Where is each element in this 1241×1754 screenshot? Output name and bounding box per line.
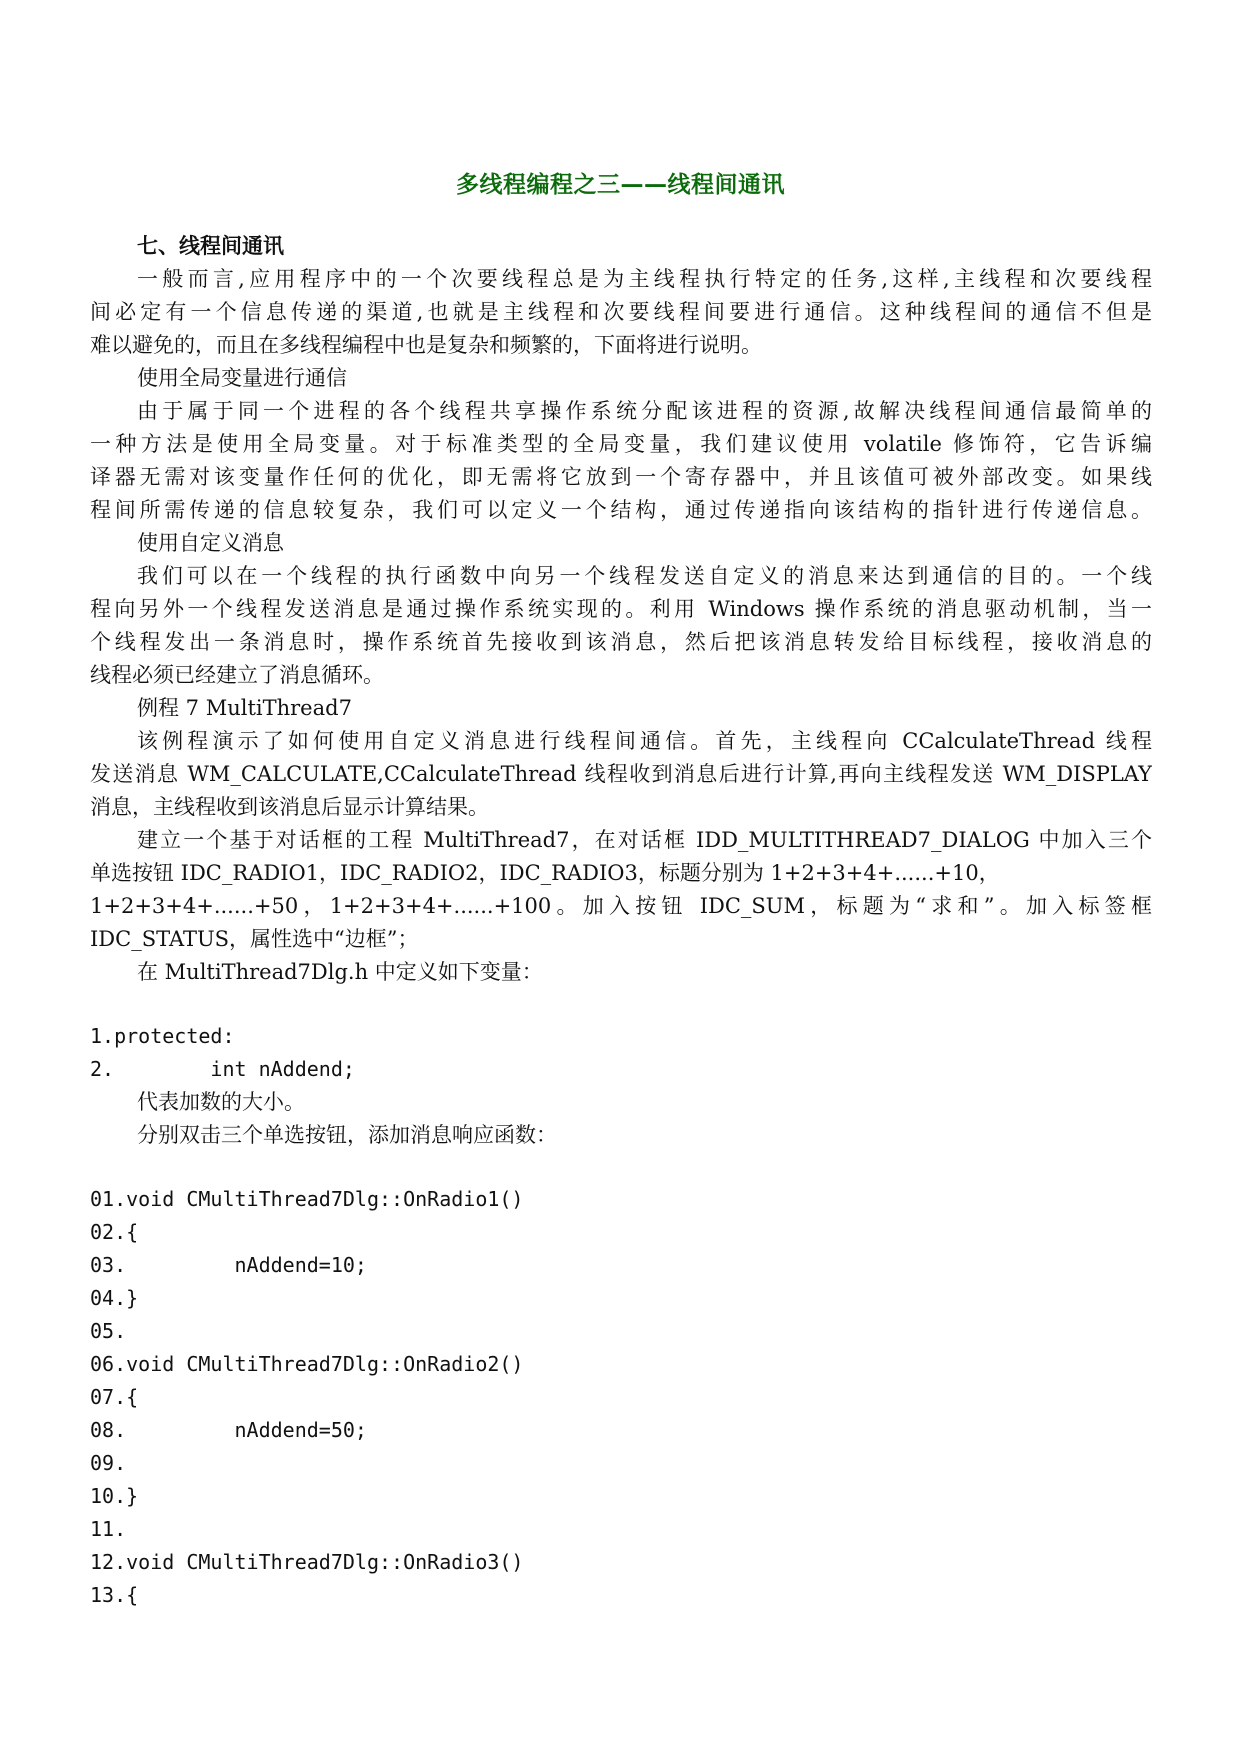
paragraph-project-setup [90,824,1152,956]
text-line: 译器无需对该变量作任何的优化，即无需将它放到一个寄存器中，并且该值可被外部改变。如果线 [90,465,1152,489]
text-line: 由于属于同一个进程的各个线程共享操作系统分配该进程的资源,故解决线程间通信最简单的 [137,399,1152,423]
code-line: 06.void CMultiThread7Dlg::OnRadio2() [90,1352,524,1376]
code-line: 03. nAddend=10; [90,1253,367,1277]
code-line: 05. [90,1319,127,1343]
subheading-custom-messages: 使用自定义消息 [137,531,284,555]
code-line: 09. [90,1451,127,1475]
code-line: 10.} [90,1484,139,1508]
text-line: 线程必须已经建立了消息循环。 [90,663,384,687]
code-line: 13.{ [90,1583,139,1607]
code-block-variables [90,1020,1152,1086]
section-heading: 七、线程间通讯 [137,234,284,258]
text-line: 发送消息 WM_CALCULATE,CCalculateThread 线程收到消息后进行计算,再向主线程发送 WM_DISPLAY [90,762,1152,786]
text-line: 一种方法是使用全局变量。对于标准类型的全局变量，我们建议使用 volatile 修饰符，它告诉编 [90,432,1152,456]
subheading-global-variables: 使用全局变量进行通信 [137,366,347,390]
text-line: 消息，主线程收到该消息后显示计算结果。 [90,795,489,819]
text-line: 建立一个基于对话框的工程 MultiThread7，在对话框 IDD_MULTITHREAD7_DIALOG 中加入三个 [137,828,1152,852]
text-line: 一般而言,应用程序中的一个次要线程总是为主线程执行特定的任务,这样,主线程和次要线程 [137,267,1152,291]
code-line: 04.} [90,1286,139,1310]
paragraph-example-description [90,725,1152,824]
text-line: 难以避免的，而且在多线程编程中也是复杂和频繁的，下面将进行说明。 [90,333,762,357]
document-title: 多线程编程之三——线程间通讯 [456,172,785,198]
code-line: 11. [90,1517,127,1541]
text-line: 单选按钮 IDC_RADIO1，IDC_RADIO2，IDC_RADIO3，标题分别为 1+2+3+4+......+10， [90,861,1000,885]
code-line: 2. int nAddend; [90,1057,355,1081]
paragraph-intro [90,263,1152,362]
code-line: 02.{ [90,1220,139,1244]
text-line: 个线程发出一条消息时，操作系统首先接收到该消息，然后把该消息转发给目标线程，接收消息的 [90,630,1152,654]
paragraph-global-variables [90,395,1152,527]
blank-line [90,1152,1152,1183]
code-block-handlers [90,1183,1152,1612]
code-line: 1.protected: [90,1024,235,1048]
blank-line [90,989,1152,1020]
paragraph-radio-handlers: 分别双击三个单选按钮，添加消息响应函数： [137,1123,557,1147]
text-line: 程向另外一个线程发送消息是通过操作系统实现的。利用 Windows 操作系统的消息驱动机制，当一 [90,597,1152,621]
document-body [90,230,1152,1612]
paragraph-addend-note: 代表加数的大小。 [137,1090,305,1114]
text-line: 1+2+3+4+......+50，1+2+3+4+......+100。加入按钮 IDC_SUM，标题为“求和”。加入标签框 [90,894,1152,918]
text-line: 间必定有一个信息传递的渠道,也就是主线程和次要线程间要进行通信。这种线程间的通信不但是 [90,300,1152,324]
text-line: 程间所需传递的信息较复杂，我们可以定义一个结构，通过传递指向该结构的指针进行传递信息。 [90,498,1152,522]
code-line: 12.void CMultiThread7Dlg::OnRadio3() [90,1550,524,1574]
example-title: 例程 7 MultiThread7 [137,696,352,720]
text-line: 我们可以在一个线程的执行函数中向另一个线程发送自定义的消息来达到通信的目的。一个线 [137,564,1152,588]
code-line: 08. nAddend=50; [90,1418,367,1442]
text-line: IDC_STATUS，属性选中“边框”； [90,927,419,951]
text-line: 该例程演示了如何使用自定义消息进行线程间通信。首先，主线程向 CCalculateThread 线程 [137,729,1152,753]
paragraph-custom-messages [90,560,1152,692]
paragraph-define-variables: 在 MultiThread7Dlg.h 中定义如下变量： [137,960,543,984]
code-line: 01.void CMultiThread7Dlg::OnRadio1() [90,1187,524,1211]
code-line: 07.{ [90,1385,139,1409]
